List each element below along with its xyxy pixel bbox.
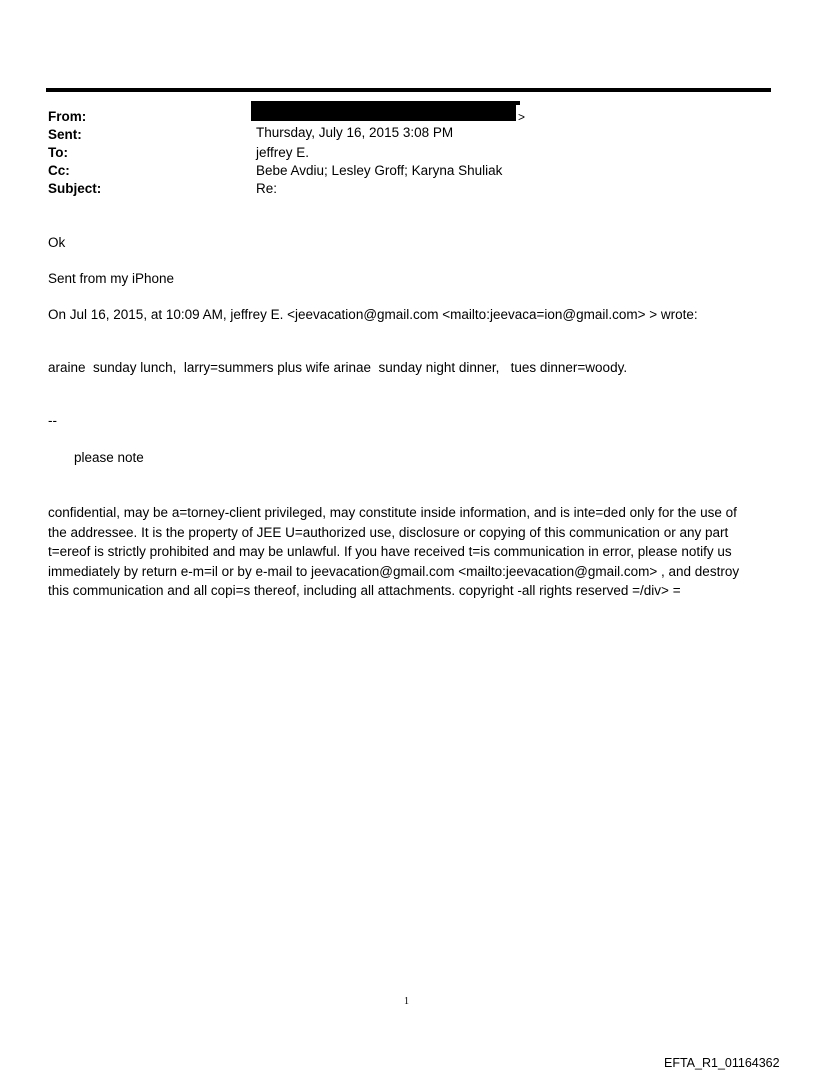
redaction-box-tail (516, 101, 520, 105)
sent-value: Thursday, July 16, 2015 3:08 PM (256, 125, 454, 140)
disclaimer-line: immediately by return e-m=il or by e-mail to jeevacation@gmail.com <mailto:jeevacation@gmail.com> , and destroy (48, 563, 740, 579)
signature-text: Sent from my iPhone (48, 271, 175, 286)
subject-value: Re: (256, 181, 278, 196)
cc-row (48, 162, 768, 180)
disclaimer-line: this communication and all copi=s thereof, including all attachments. copyright -all rights reserved =/div> = (48, 583, 681, 598)
from-value-suffix: > (518, 110, 526, 124)
redaction-box (251, 101, 516, 121)
page-number: 1 (404, 996, 409, 1007)
please-note-text: please note (74, 450, 144, 465)
to-row (48, 144, 768, 162)
bates-number: EFTA_R1_01164362 (664, 1056, 780, 1070)
sent-label: Sent: (48, 127, 82, 142)
quoted-message: araine sunday lunch, larry=summers plus wife arinae sunday night dinner, tues dinner=woody. (48, 360, 628, 375)
to-value: jeffrey E. (256, 145, 310, 160)
cc-value: Bebe Avdiu; Lesley Groff; Karyna Shuliak (256, 163, 503, 178)
reply-text: Ok (48, 235, 66, 250)
signature-separator: -- (48, 413, 57, 428)
subject-row (48, 180, 768, 198)
disclaimer-line: the addressee. It is the property of JEE U=authorized use, disclosure or copying of this communication or any part (48, 524, 729, 540)
from-label: From: (48, 109, 87, 124)
sent-row (48, 126, 768, 144)
cc-label: Cc: (48, 163, 70, 178)
confidentiality-disclaimer (48, 503, 778, 601)
disclaimer-line: t=ereof is strictly prohibited and may be unlawful. If you have received t=is communication in error, please notify us (48, 544, 732, 559)
subject-label: Subject: (48, 181, 102, 196)
header-divider-rule (46, 88, 771, 92)
email-header (48, 108, 768, 198)
quote-header: On Jul 16, 2015, at 10:09 AM, jeffrey E. <jeevacation@gmail.com <mailto:jeevaca=ion@gmail.com> > wrote: (48, 307, 698, 322)
to-label: To: (48, 145, 68, 160)
disclaimer-line: confidential, may be a=torney-client privileged, may constitute inside information, and is inte=ded only for the use of (48, 505, 737, 520)
